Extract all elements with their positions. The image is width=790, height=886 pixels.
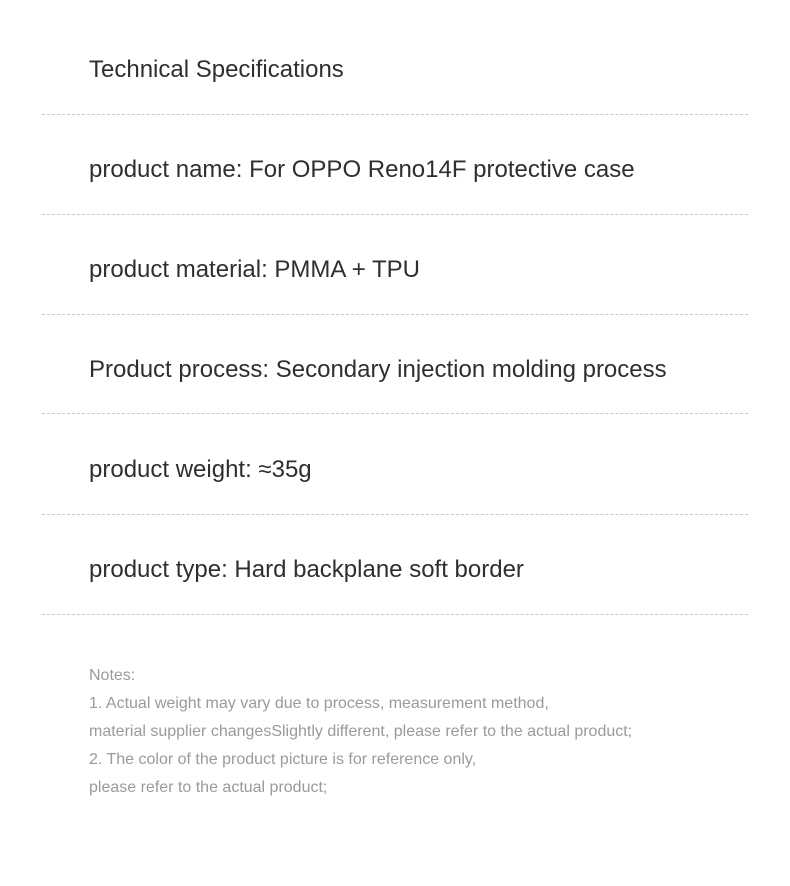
divider <box>42 314 748 315</box>
divider <box>42 214 748 215</box>
notes-section <box>89 662 769 802</box>
divider <box>42 413 748 414</box>
divider <box>42 514 748 515</box>
spec-product-weight: product weight: ≈35g <box>89 456 312 483</box>
notes-line: please refer to the actual product; <box>89 779 328 796</box>
spec-product-name: product name: For OPPO Reno14F protective case <box>89 156 635 183</box>
spec-product-type: product type: Hard backplane soft border <box>89 556 524 583</box>
divider <box>42 114 748 115</box>
notes-line: 2. The color of the product picture is for reference only, <box>89 751 477 768</box>
spec-product-process: Product process: Secondary injection molding process <box>89 356 667 383</box>
divider <box>42 614 748 615</box>
notes-heading: Notes: <box>89 667 136 684</box>
spec-title: Technical Specifications <box>89 56 344 83</box>
spec-product-material: product material: PMMA + TPU <box>89 256 421 283</box>
notes-line: 1. Actual weight may vary due to process, measurement method, <box>89 695 549 712</box>
notes-line: material supplier changesSlightly different, please refer to the actual product; <box>89 723 633 740</box>
